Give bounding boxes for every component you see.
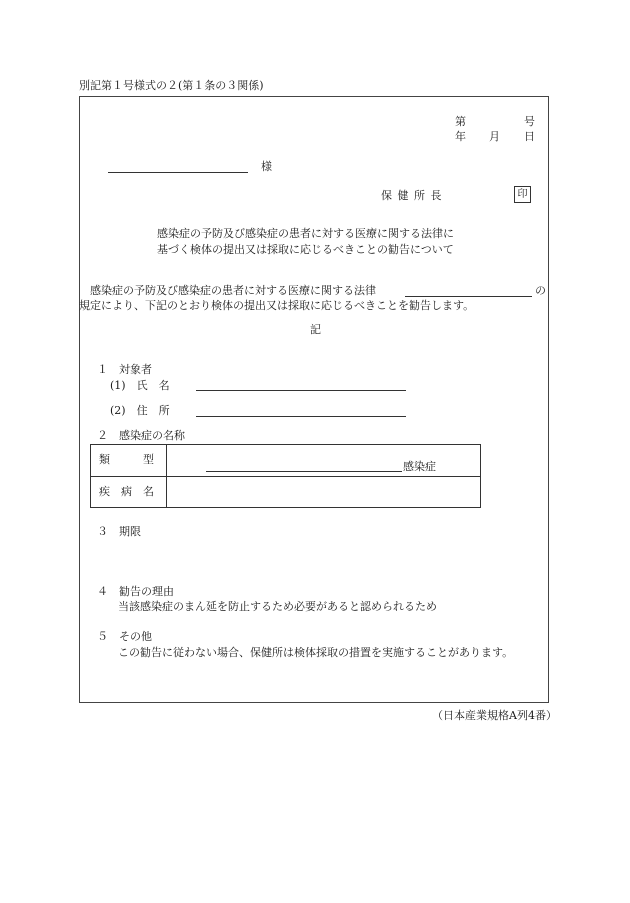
section4-heading: ４ 勧告の理由 [97,585,174,598]
address-label: (2) 住 所 [110,404,170,417]
form-caption: 別記第１号様式の２(第１条の３関係) [79,79,264,92]
addressee-line [108,172,248,173]
type-label: 類 型 [99,453,154,466]
name-line [196,390,406,391]
section2-heading: ２ 感染症の名称 [97,429,185,442]
section5-heading: ５ その他 [97,630,152,643]
section3-heading: ３ 期限 [97,525,141,538]
type-line [206,471,402,472]
body-line-2: 規定により、下記のとおり検体の提出又は採取に応じるべきことを勧告します。 [79,299,475,312]
doc-no-dai: 第 [455,115,466,128]
seal-mark: 印 [514,186,531,203]
sender-title: 保 健 所 長 [381,189,443,202]
section1-heading: １ 対象者 [97,363,152,376]
date-day: 日 [524,130,535,143]
date-month: 月 [489,130,500,143]
law-blank-line [405,296,532,297]
date-year: 年 [455,130,466,143]
body-line-1-suffix: の [535,284,546,297]
section4-text: 当該感染症のまん延を防止するため必要があると認められるため [118,600,437,613]
title-line-1: 感染症の予防及び感染症の患者に対する医療に関する法律に [157,227,454,240]
addressee-suffix: 様 [261,160,272,173]
disease-name-label: 疾 病 名 [99,485,154,498]
footer-note: （日本産業規格A列4番） [432,709,557,722]
section5-text: この勧告に従わない場合、保健所は検体採取の措置を実施することがあります。 [118,646,514,659]
type-suffix: 感染症 [403,460,436,473]
body-line-1: 感染症の予防及び感染症の患者に対する医療に関する法律 [90,284,376,297]
title-line-2: 基づく検体の提出又は採取に応じるべきことの勧告について [157,243,454,256]
doc-no-go: 号 [524,115,535,128]
name-label: (1) 氏 名 [110,379,170,392]
ki-heading: 記 [310,323,321,336]
address-line [196,416,406,417]
